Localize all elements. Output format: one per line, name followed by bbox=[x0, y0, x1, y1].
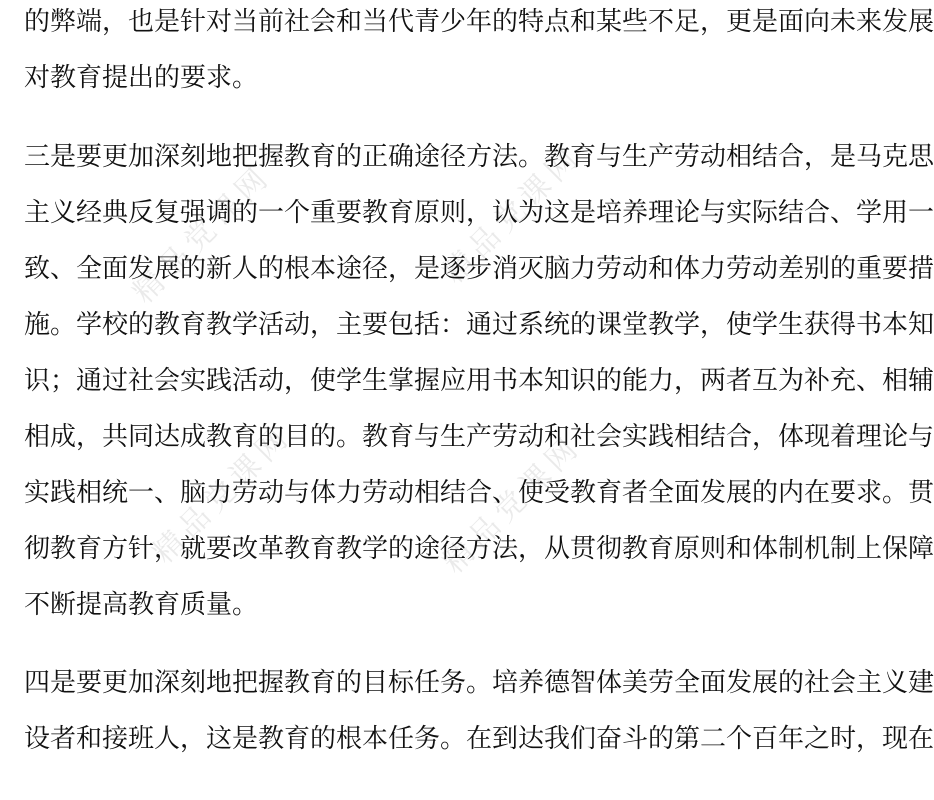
text-line: 对教育提出的要求。 bbox=[24, 63, 259, 93]
watermark: 精品党课网 bbox=[436, 138, 589, 291]
text-line: 四是要更加深刻地把握教育的目标任务。培养德智体美劳全面发展的社会主义建 bbox=[24, 668, 934, 698]
text-line: 施。学校的教育教学活动，主要包括：通过系统的课堂教学，使学生获得书本知 bbox=[24, 310, 934, 340]
paragraph-2 bbox=[24, 129, 934, 633]
text-line: 致、全面发展的新人的根本途径，是逐步消灭脑力劳动和体力劳动差别的重要措 bbox=[24, 254, 934, 284]
text-line: 不断提高教育质量。 bbox=[24, 590, 259, 620]
text-line: 设者和接班人，这是教育的根本任务。在到达我们奋斗的第二个百年之时，现在 bbox=[24, 724, 934, 754]
text-line: 识；通过社会实践活动，使学生掌握应用书本知识的能力，两者互为补充、相辅 bbox=[24, 366, 934, 396]
text-line: 的弊端，也是针对当前社会和当代青少年的特点和某些不足，更是面向未来发展 bbox=[24, 7, 934, 37]
text-line: 相成，共同达成教育的目的。教育与生产劳动和社会实践相结合，体现着理论与 bbox=[24, 422, 934, 452]
watermark: 精品党课网 bbox=[436, 428, 589, 581]
paragraph-3 bbox=[24, 655, 934, 767]
text-line: 主义经典反复强调的一个重要教育原则，认为这是培养理论与实际结合、学用一 bbox=[24, 198, 934, 228]
watermark: 精品党课网 bbox=[146, 418, 299, 571]
watermark: 精品党课网 bbox=[126, 158, 279, 311]
paragraph-1 bbox=[24, 0, 934, 106]
text-line: 实践相统一、脑力劳动与体力劳动相结合、使受教育者全面发展的内在要求。贯 bbox=[24, 478, 934, 508]
text-line: 三是要更加深刻地把握教育的正确途径方法。教育与生产劳动相结合，是马克思 bbox=[24, 142, 934, 172]
text-line: 彻教育方针，就要改革教育教学的途径方法，从贯彻教育原则和体制机制上保障 bbox=[24, 534, 934, 564]
